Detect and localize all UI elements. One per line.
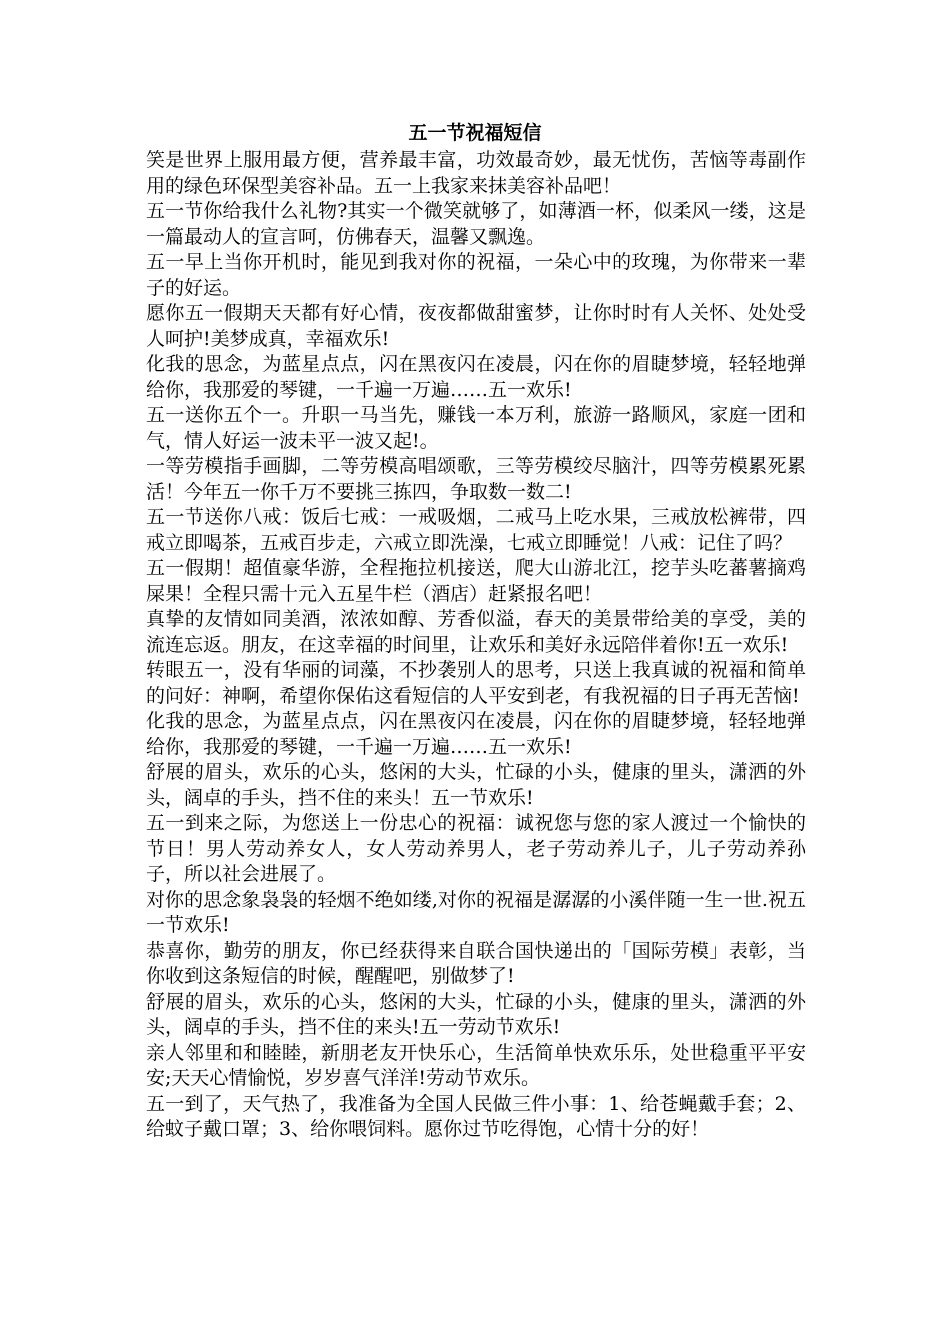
paragraph: 恭喜你，勤劳的朋友，你已经获得来自联合国快递出的「国际劳模」表彰，当你收到这条短信的时候，醒醒吧，别做梦了!	[146, 939, 806, 987]
paragraph: 笑是世界上服用最方便，营养最丰富，功效最奇妙，最无忧伤，苦恼等毒副作用的绿色环保型美容补品。五一上我家来抹美容补品吧！	[146, 149, 806, 197]
paragraph: 五一到了，天气热了，我准备为全国人民做三件小事：1、给苍蝇戴手套；2、给蚊子戴口罩；3、给你喂饲料。愿你过节吃得饱，心情十分的好！	[146, 1092, 806, 1140]
paragraph: 化我的思念，为蓝星点点，闪在黑夜闪在凌晨，闪在你的眉睫梦境，轻轻地弹给你，我那爱的琴键，一千遍一万遍……五一欢乐!	[146, 353, 806, 401]
paragraph: 对你的思念象袅袅的轻烟不绝如缕,对你的祝福是潺潺的小溪伴随一生一世.祝五一节欢乐!	[146, 888, 806, 936]
paragraph: 五一到来之际，为您送上一份忠心的祝福：诚祝您与您的家人渡过一个愉快的节日！男人劳动养女人，女人劳动养男人，老子劳动养儿子，儿子劳动养孙子，所以社会进展了。	[146, 812, 806, 885]
paragraph: 五一早上当你开机时，能见到我对你的祝福，一朵心中的玫瑰，为你带来一辈子的好运。	[146, 251, 806, 299]
paragraph: 五一节你给我什么礼物?其实一个微笑就够了，如薄酒一杯，似柔风一缕，这是一篇最动人的宣言呵，仿佛春天，温馨又飘逸。	[146, 200, 806, 248]
paragraph: 亲人邻里和和睦睦，新朋老友开快乐心，生活简单快欢乐乐，处世稳重平平安安;天天心情愉悦，岁岁喜气洋洋!劳动节欢乐。	[146, 1041, 806, 1089]
paragraph: 五一节送你八戒：饭后七戒：一戒吸烟，二戒马上吃水果，三戒放松裤带，四戒立即喝茶，五戒百步走，六戒立即洗澡，七戒立即睡觉！八戒：记住了吗？	[146, 506, 806, 554]
paragraph: 舒展的眉头，欢乐的心头，悠闲的大头，忙碌的小头，健康的里头，潇洒的外头，阔卓的手头，挡不住的来头!五一劳动节欢乐!	[146, 990, 806, 1038]
document-body	[146, 148, 806, 1143]
paragraph: 一等劳模指手画脚，二等劳模高唱颂歌，三等劳模绞尽脑汁，四等劳模累死累活！今年五一你千万不要挑三拣四，争取数一数二!	[146, 455, 806, 503]
document-title: 五一节祝福短信	[408, 122, 542, 144]
paragraph: 转眼五一，没有华丽的词藻，不抄袭别人的思考，只送上我真诚的祝福和简单的问好：神啊，希望你保佑这看短信的人平安到老，有我祝福的日子再无苦恼!	[146, 659, 806, 707]
paragraph: 真挚的友情如同美酒，浓浓如醇、芳香似溢，春天的美景带给美的享受，美的流连忘返。朋友，在这幸福的时间里，让欢乐和美好永远陪伴着你!五一欢乐!	[146, 608, 806, 656]
paragraph: 舒展的眉头，欢乐的心头，悠闲的大头，忙碌的小头，健康的里头，潇洒的外头，阔卓的手头，挡不住的来头！五一节欢乐!	[146, 761, 806, 809]
paragraph: 愿你五一假期天天都有好心情，夜夜都做甜蜜梦，让你时时有人关怀、处处受人呵护!美梦成真，幸福欢乐!	[146, 302, 806, 350]
paragraph: 五一假期！超值豪华游，全程拖拉机接送，爬大山游北江，挖芋头吃蕃薯摘鸡屎果！全程只需十元入五星牛栏（酒店）赶紧报名吧！	[146, 557, 806, 605]
paragraph: 五一送你五个一。升职一马当先，赚钱一本万利，旅游一路顺风，家庭一团和气，情人好运一波未平一波又起!。	[146, 404, 806, 452]
paragraph: 化我的思念，为蓝星点点，闪在黑夜闪在凌晨，闪在你的眉睫梦境，轻轻地弹给你，我那爱的琴键，一千遍一万遍……五一欢乐!	[146, 710, 806, 758]
